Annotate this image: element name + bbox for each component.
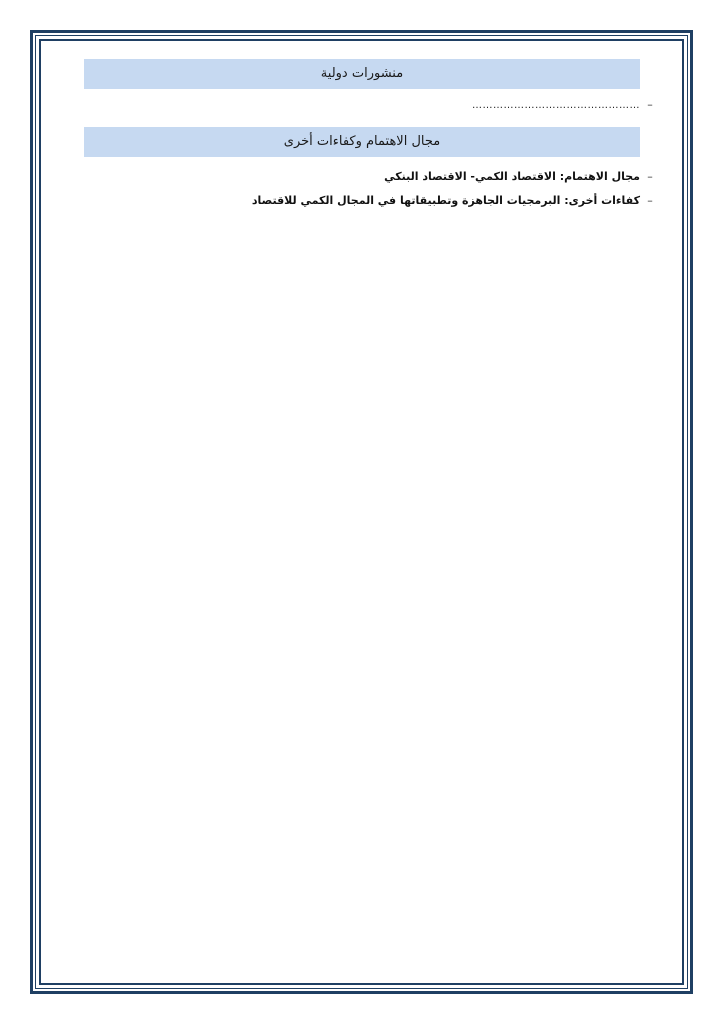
field-of-interest-text: مجال الاهتمام: الاقتصاد الكمي- الاقتصاد البنكي xyxy=(384,170,640,183)
list-item-field-of-interest xyxy=(84,165,653,189)
publication-placeholder-dots: ………………………………………… xyxy=(472,100,640,111)
publication-placeholder-row xyxy=(84,93,653,117)
dash-bullet: – xyxy=(647,98,653,111)
document-content xyxy=(84,59,653,213)
dash-bullet: – xyxy=(647,194,653,207)
section-header-interests-skills: مجال الاهتمام وكفاءات أخرى xyxy=(84,127,640,157)
other-skills-text: كفاءات أخرى: البرمجيات الجاهزة وتطبيقاتها في المجال الكمي للاقتصاد xyxy=(251,194,640,207)
dash-bullet: – xyxy=(647,170,653,183)
list-item-other-skills xyxy=(84,189,653,213)
section-header-international-publications: منشورات دولية xyxy=(84,59,640,89)
